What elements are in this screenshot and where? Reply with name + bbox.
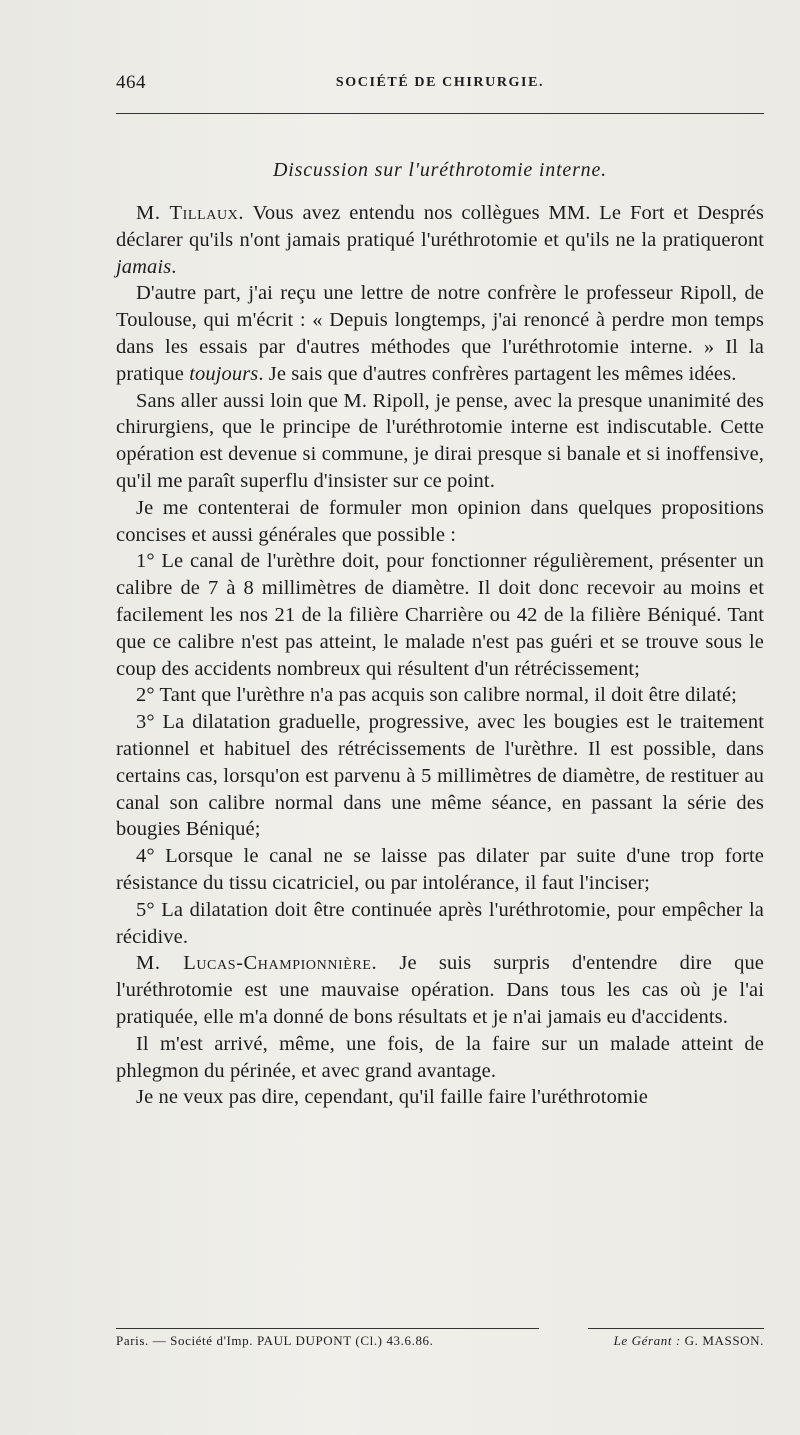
proposition-3: 3° La dilatation graduelle, progressive, avec les bougies est le traitement rationnel et habituel des rétrécissements de l'urèthre. Il est possible, dans certains cas, lorsqu'on est parvenu à 5 millimètres de diamètre, de restituer au canal son calibre normal dans une même séance, en passant la série des bougies Béniqué; [116,711,764,841]
paragraph-text: Vous avez entendu nos collègues MM. Le Fort et Després déclarer qu'ils n'ont jamais pratiqué l'uréthrotomie et qu'ils ne la pratiqueront [116,202,764,251]
proposition-2: 2° Tant que l'urèthre n'a pas acquis son calibre normal, il doit être dilaté; [136,684,737,707]
imprint-footer [116,1328,764,1352]
body-text [116,200,764,1111]
proposition-4: 4° Lorsque le canal ne se laisse pas dilater par suite d'une trop forte résistance du tissu cicatriciel, ou par intolérance, il faut l'inciser; [116,845,764,894]
speaker-name: M. Tillaux. [136,202,245,224]
paragraph-text: . [171,255,177,278]
proposition-5: 5° La dilatation doit être continuée après l'uréthrotomie, pour empêcher la récidive. [116,898,764,948]
paragraph-lucas-2: Il m'est arrivé, même, une fois, de la faire sur un malade atteint de phlegmon du périnée, et avec grand avantage. [116,1032,764,1082]
paragraph-text: Je suis surpris d'entendre dire que l'uréthrotomie est une mauvaise opération. Dans tous les cas où je l'ai pratiquée, elle m'a donné de bons résultats et je n'ai jamais eu d'accidents. [116,952,764,1028]
running-head [116,72,764,98]
section-title: Discussion sur l'uréthrotomie interne. [273,159,607,181]
paragraph-tillaux-3: Sans aller aussi loin que M. Ripoll, je pense, avec la presque unanimité des chirurgiens, que le principe de l'uréthrotomie interne est indiscutable. Cette opération est devenue si commune, je dirai presque si banale et si inoffensive, qu'il me paraît superflu d'insister sur ce point. [116,389,764,492]
emphasis-text: jamais [116,255,172,278]
paragraph-lucas-1 [116,950,764,1030]
manager-label: Le Gérant : [613,1333,681,1348]
paragraph-tillaux-1 [116,200,764,280]
paragraph-tillaux-2 [116,280,764,387]
printer-line: Paris. — Société d'Imp. PAUL DUPONT (Cl.) 43.6.86. [116,1328,539,1349]
emphasis-text: toujours [189,362,259,385]
page-number: 464 [116,72,146,93]
speaker-name: M. Lucas-Championnière. [136,952,378,975]
paragraph-lucas-3: Je ne veux pas dire, cependant, qu'il faille faire l'uréthrotomie [136,1086,648,1109]
manager-line [588,1328,764,1349]
paragraph-text: D'autre part, j'ai reçu une lettre de notre confrère le professeur Ripoll, de Toulouse, qui m'écrit : « Depuis longtemps, j'ai renoncé à perdre mon temps dans les essais par d'autres méthodes que l'uréthrotomie interne. » Il la pratique [116,282,764,385]
header-rule [116,113,764,114]
manager-name: G. MASSON. [680,1333,764,1348]
paragraph-text: . Je sais que d'autres confrères partagent les mêmes idées. [258,362,737,385]
running-title: SOCIÉTÉ DE CHIRURGIE. [335,75,545,90]
paragraph-tillaux-4: Je me contenterai de formuler mon opinion dans quelques propositions concises et aussi générales que possible : [116,496,764,546]
proposition-1: 1° Le canal de l'urèthre doit, pour fonctionner régulièrement, présenter un calibre de 7 à 8 millimètres de diamètre. Il doit donc recevoir au moins et facilement les nos 21 de la filière Charrière ou 42 de la filière Béniqué. Tant que ce calibre n'est pas atteint, le malade n'est pas guéri et se trouve sous le coup des accidents nombreux qui résultent d'un rétrécissement; [116,550,764,680]
